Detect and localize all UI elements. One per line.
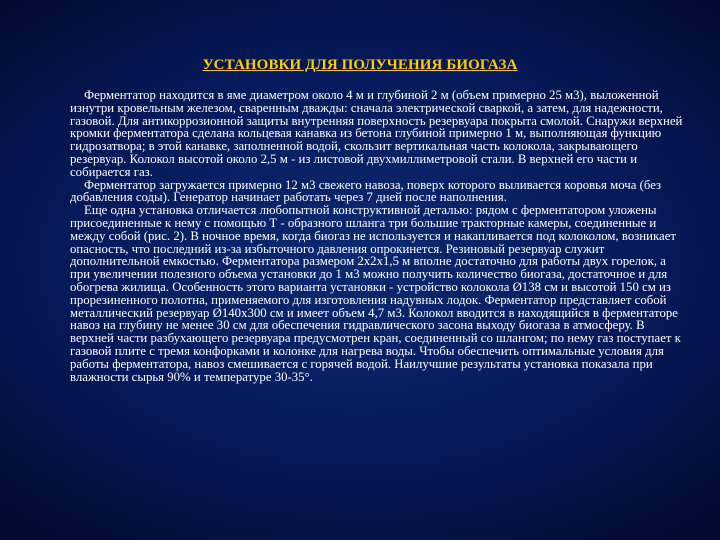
paragraph-fermenter-description: Ферментатор находится в яме диаметром около 4 м и глубиной 2 м (объем примерно 25 м3), выложенной изнутри кровельным железом, сваренным дважды: сначала электрической сваркой, а затем, для надежности, газовой. Для антикоррозионной защиты внутренняя поверхность резервуара покрыта смолой. Снаружи верхней кромки ферментатора сделана кольцевая канавка из бетона глубиной примерно 1 м, выполняющая функцию гидрозатвора; в этой канавке, заполненной водой, скользит вертикальная часть колокола, закрывающего резервуар. Колокол высотой около 2,5 м - из листовой двухмиллиметровой стали. В верхней его части и собирается газ.: [70, 88, 683, 179]
paragraph-fermenter-loading: Ферментатор загружается примерно 12 м3 свежего навоза, поверх которого выливается коровья моча (без добавления соды). Генератор начинает работать через 7 дней после наполнения.: [70, 177, 662, 205]
paragraph-second-installation: Еще одна установка отличается любопытной конструктивной деталью: рядом с ферментатором уложены присоединенные к нему с помощью Т - образного шланга три большие тракторные камеры, соединенные и между собой (рис. 2). В ночное время, когда биогаз не используется и накапливается под колоколом, возникает опасность, что последний из-за избыточного давления опрокинется. Резиновый резервуар служит дополнительной емкостью. Ферментатора размером 2х2х1,5 м вполне достаточно для работы двух горелок, а при увеличении полезного объема установки до 1 м3 можно получить количество биогаза, достаточное и для обогрева жилища. Особенность этого варианта установки - устройство колокола Ø138 см и высотой 150 см из прорезиненного полотна, применяемого для изготовления надувных лодок. Ферментатор представляет собой металлический резервуар Ø140х300 см и имеет объем 4,7 м3. Колокол вводится в находящийся в ферментаторе навоз на глубину не менее 30 см для обеспечения гидравлического засона выходу биогаза в атмосферу. В верхней части разбухающего резервуара предусмотрен кран, соединенный со шлангом; по нему газ поступает к газовой плите с тремя конфорками и колонке для нагрева воды. Чтобы обеспечить оптимальные условия для работы ферментатора, навоз смешивается с горячей водой. Наилучшие результаты установка показала при влажности сырья 90% и температуре 30-35°.: [70, 203, 681, 384]
slide-title: УСТАНОВКИ ДЛЯ ПОЛУЧЕНИЯ БИОГАЗА: [202, 57, 518, 73]
slide-body: [70, 89, 686, 383]
